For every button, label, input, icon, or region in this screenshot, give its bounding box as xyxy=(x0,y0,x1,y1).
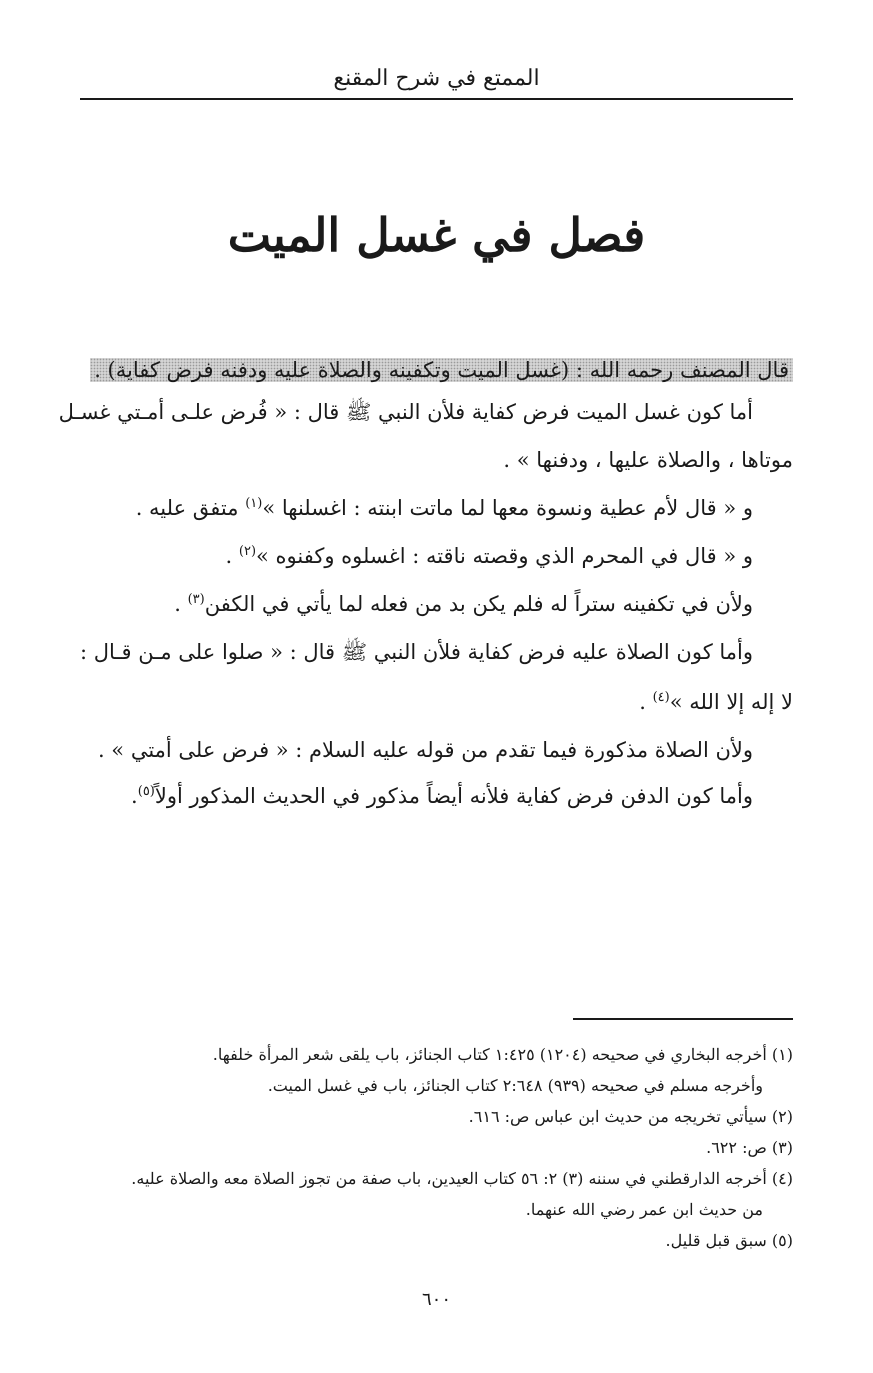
paragraph-line: وأما كون الصلاة عليه فرض كفاية فلأن النبي ﷺ قال : « صلوا على مـن قـال : xyxy=(79,640,753,664)
paragraph-text: . xyxy=(225,544,239,568)
footnote xyxy=(80,1164,793,1194)
page-number: ٦٠٠ xyxy=(421,1289,451,1310)
footnote-ref: (٥) xyxy=(137,784,155,799)
paragraph-line xyxy=(80,536,753,576)
paragraph-text: و « قال في المحرم الذي وقصته ناقته : اغسلوه وكفنوه » xyxy=(256,544,753,568)
footnote-continuation: وأخرجه مسلم في صحيحه (٩٣٩) ٢:٦٤٨ كتاب الجنائز، باب في غسل الميت. xyxy=(267,1076,763,1095)
paragraph-text: . xyxy=(639,690,653,714)
footnote xyxy=(80,1133,793,1163)
footnote-number: (٥) xyxy=(771,1231,793,1250)
paragraph-line xyxy=(80,488,753,528)
paragraph-text: ولأن في تكفينه ستراً له فلم يكن بد من فعله لما يأتي في الكفن xyxy=(204,592,753,616)
chapter-title: فصل في غسل الميت xyxy=(227,208,646,262)
paragraph-line xyxy=(80,584,753,624)
running-header: الممتع في شرح المقنع xyxy=(333,66,540,91)
paragraph-text: . xyxy=(174,592,188,616)
paragraph-line: أما كون غسل الميت فرض كفاية فلأن النبي ﷺ قال : « فُرض علـى أمـتي غسـل xyxy=(58,400,753,424)
footnote xyxy=(80,1102,793,1132)
footnote-number: (٣) xyxy=(771,1138,793,1157)
footnote-text: ص: ٦٢٢. xyxy=(706,1138,767,1157)
footnote-text: سبق قبل قليل. xyxy=(665,1231,767,1250)
footnote-text: سيأتي تخريجه من حديث ابن عباس ص: ٦١٦. xyxy=(468,1107,767,1126)
header-rule xyxy=(80,98,793,100)
footnote xyxy=(80,1040,793,1070)
paragraph-line: موتاها ، والصلاة عليها ، ودفنها » . xyxy=(503,448,793,472)
footnote-ref: (١) xyxy=(245,496,263,511)
paragraph-text: لا إله إلا الله » xyxy=(669,690,793,714)
paragraph-text: متفق عليه . xyxy=(135,496,246,520)
footnote-rule xyxy=(573,1018,793,1020)
footnote xyxy=(80,1226,793,1256)
footnote-text: أخرجه الدارقطني في سننه (٣) ٢: ٥٦ كتاب العيدين، باب صفة من تجوز الصلاة معه والصلاة عليه. xyxy=(131,1169,767,1188)
footnote-text: أخرجه البخاري في صحيحه (١٢٠٤) ١:٤٢٥ كتاب الجنائز، باب يلقى شعر المرأة خلفها. xyxy=(212,1045,767,1064)
footnote-number: (١) xyxy=(771,1045,793,1064)
highlighted-matn: قال المصنف رحمه الله : (غسل الميت وتكفينه والصلاة عليه ودفنه فرض كفاية) . xyxy=(90,358,793,382)
paragraph-text: وأما كون الدفن فرض كفاية فلأنه أيضاً مذكور في الحديث المذكور أولاً xyxy=(154,784,753,808)
footnote-ref: (٤) xyxy=(652,690,670,705)
paragraph-text: . xyxy=(131,784,138,808)
footnote-continuation: من حديث ابن عمر رضي الله عنهما. xyxy=(525,1200,763,1219)
footnote-number: (٢) xyxy=(771,1107,793,1126)
footnote-number: (٤) xyxy=(771,1169,793,1188)
author-text-line xyxy=(80,350,793,390)
footnote-ref: (٢) xyxy=(238,544,257,559)
paragraph-line: ولأن الصلاة مذكورة فيما تقدم من قوله عليه السلام : « فرض على أمتي » . xyxy=(97,738,753,762)
paragraph-line xyxy=(80,776,753,816)
footnote-ref: (٣) xyxy=(187,592,205,607)
paragraph-line xyxy=(80,682,793,722)
paragraph-text: و « قال لأم عطية ونسوة معها لما ماتت ابنته : اغسلنها » xyxy=(262,496,753,520)
